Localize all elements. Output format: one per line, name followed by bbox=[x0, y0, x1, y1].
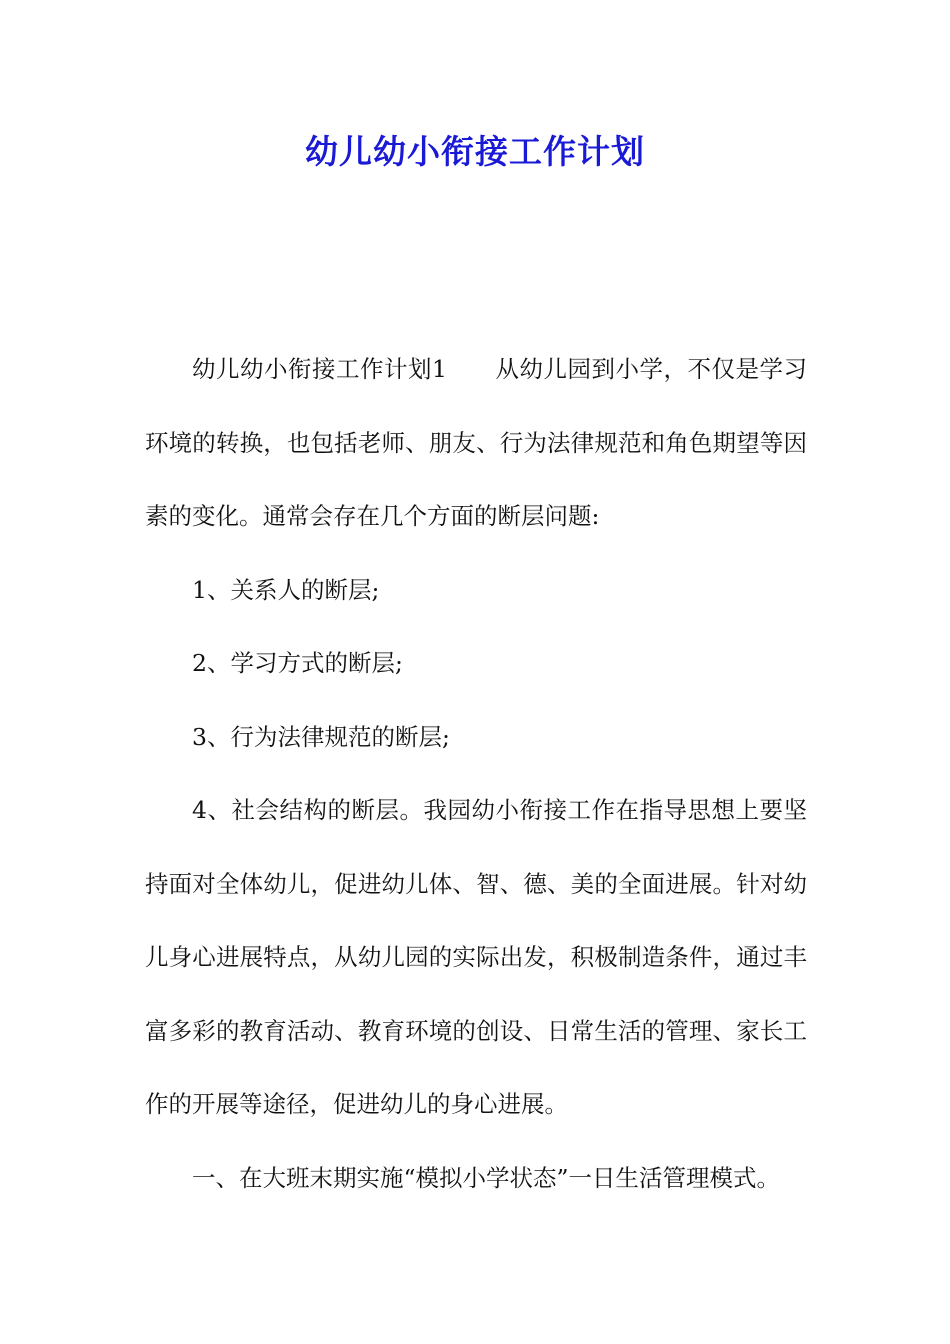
section-heading: 幼儿幼小衔接工作计划1 bbox=[192, 355, 447, 383]
list-item-4: 4、社会结构的断层。我园幼小衔接工作在指导思想上要坚持面对全体幼儿，促进幼儿体、智、德、美的全面进展。针对幼儿身心进展特点，从幼儿园的实际出发，积极制造条件，通过丰富多彩的教育活动、教育环境的创设、日常生活的管理、家长工作的开展等途径，促进幼儿的身心进展。 bbox=[145, 796, 807, 1118]
paragraph-intro bbox=[145, 333, 807, 554]
document-title: 幼儿幼小衔接工作计划 bbox=[305, 132, 645, 171]
paragraph-intro-text: 从幼儿园到小学，不仅是学习环境的转换，也包括老师、朋友、行为法律规范和角色期望等因素的变化。通常会存在几个方面的断层问题: bbox=[145, 355, 808, 530]
list-item-2: 2、学习方式的断层; bbox=[192, 649, 403, 677]
section-one-heading: 一、在大班末期实施“模拟小学状态”一日生活管理模式。 bbox=[192, 1163, 781, 1192]
document-body bbox=[145, 333, 807, 1215]
list-item-3: 3、行为法律规范的断层; bbox=[192, 722, 450, 751]
list-item-1: 1、关系人的断层; bbox=[192, 575, 380, 604]
